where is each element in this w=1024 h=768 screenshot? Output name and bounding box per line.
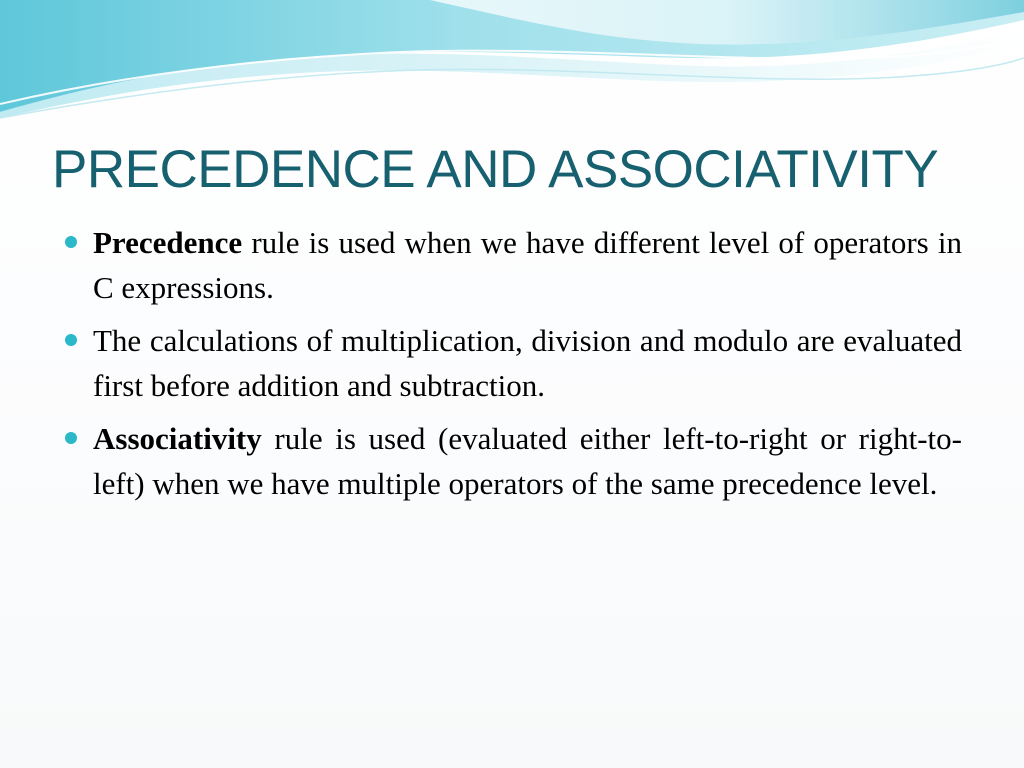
bullet-text: rule is used (evaluated either left-to-right or right-to-left) when we have multiple operators of the same precedence level. (93, 421, 962, 501)
bullet-term: Associativity (93, 421, 262, 456)
bullet-icon (65, 432, 77, 444)
bullet-term: Precedence (93, 225, 243, 260)
bullet-item-associativity (65, 416, 962, 506)
bullet-list (65, 220, 962, 514)
bullet-item-precedence (65, 220, 962, 310)
slide-title: PRECEDENCE AND ASSOCIATIVITY (52, 140, 939, 199)
bullet-item-calculations (65, 318, 962, 408)
bullet-icon (65, 334, 77, 346)
wave-header-decoration (0, 0, 1024, 130)
bullet-icon (65, 236, 77, 248)
bullet-text: The calculations of multiplication, division and modulo are evaluated first before addition and subtraction. (93, 323, 962, 403)
bullet-text: rule is used when we have different level of operators in C expressions. (93, 225, 962, 305)
